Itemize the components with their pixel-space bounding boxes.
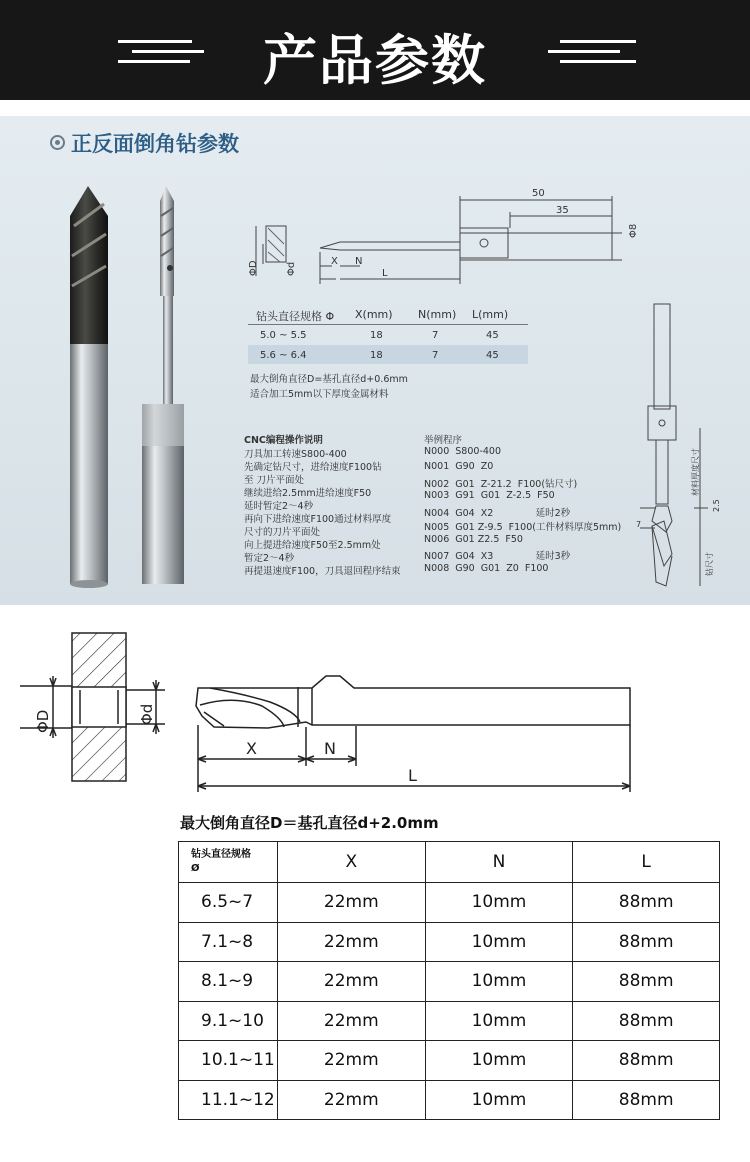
small-table-cell: 5.6 ~ 6.4 [260,350,307,361]
dim-35-label: 35 [556,205,569,216]
cnc-line: 至 刀片平面处 [244,475,305,486]
small-table-cell: 18 [370,350,383,361]
side-dim-7-label: 7 [636,520,642,529]
cell-l: 88mm [573,883,720,923]
program-title: 举例程序 [424,435,463,446]
dim-phi8-label: Φ8 [628,223,639,238]
side-drill-label: 钻尺寸 [705,552,714,576]
section-title: 正反面倒角钻参数 [50,128,239,158]
cell-size: 10.1~11 [179,1041,278,1081]
cnc-line: 暂定2～4秒 [244,553,295,564]
cnc-line: 刀具加工转速S800-400 [244,449,347,460]
small-table-header: N(mm) [418,308,457,321]
small-table-header: 钻头直径规格 Φ [256,310,335,323]
cnc-line: 延时暂定2～4秒 [244,501,314,512]
dim-l-label: L [382,268,388,279]
program-line: N002 G01 Z-21.2 F100(钻尺寸) [424,479,578,490]
program-line: N001 G90 Z0 [424,461,494,472]
drawing-x-label: X [246,739,257,758]
small-table-cell: 45 [486,330,499,341]
dim-x-label: X [331,256,338,267]
table-row [179,1001,720,1041]
cell-n: 10mm [425,962,573,1002]
column-header-l: L [573,842,720,883]
dim-n-label: N [355,256,363,267]
cnc-line: 向上提进给速度F50至2.5mm处 [244,540,381,551]
side-material-label: 材料厚度尺寸 [691,448,700,496]
dim-50-label: 50 [532,188,545,199]
small-table-note: 最大倒角直径D=基孔直径d+0.6mm [250,374,408,385]
cell-size: 7.1~8 [179,922,278,962]
program-line: N008 G90 G01 Z0 F100 [424,563,549,574]
cell-x: 22mm [277,1041,425,1081]
page-title: 产品参数 [263,29,487,92]
cell-l: 88mm [573,1041,720,1081]
cell-n: 10mm [425,1041,573,1081]
small-table-cell: 5.0 ~ 5.5 [260,330,307,341]
cell-l: 88mm [573,922,720,962]
cell-l: 88mm [573,1001,720,1041]
cell-x: 22mm [277,962,425,1002]
cell-x: 22mm [277,922,425,962]
side-dim-25-label: 2.5 [712,499,721,512]
cnc-line: 再向下进给速度F100通过材料厚度 [244,514,392,525]
spec-note: 最大倒角直径D＝基孔直径d+2.0mm [180,814,439,832]
table-row [179,1080,720,1120]
program-line: N000 S800-400 [424,446,502,457]
small-table-header: L(mm) [472,308,509,321]
column-header-size-line1: 钻头直径规格 [191,849,251,860]
cnc-line: 尺寸的刀片平面处 [244,527,321,538]
cnc-line: 先确定钻尺寸，进给速度F100钻 [244,462,382,473]
cell-x: 22mm [277,1080,425,1120]
cell-x: 22mm [277,1001,425,1041]
program-line: N006 G01 Z2.5 F50 [424,534,523,545]
table-row [179,962,720,1002]
small-table-cell: 7 [432,350,439,361]
cell-n: 10mm [425,922,573,962]
column-header-n: N [425,842,573,883]
cell-n: 10mm [425,883,573,923]
dim-phi-d-upper-label: ΦD [248,260,259,276]
table-row [179,922,720,962]
small-table-note: 适合加工5mm以下厚度金属材料 [250,389,389,400]
program-line: N003 G91 G01 Z-2.5 F50 [424,490,555,501]
small-table-cell: 18 [370,330,383,341]
table-header-row [179,842,720,883]
drawing-l-label: L [408,766,417,785]
cell-n: 10mm [425,1080,573,1120]
cell-n: 10mm [425,1001,573,1041]
cell-size: 11.1~12 [179,1080,278,1120]
spec-table [178,841,720,1120]
cell-l: 88mm [573,962,720,1002]
dim-phi-d-lower-label: Φd [286,261,297,276]
small-table-header: X(mm) [355,308,393,321]
drawing-phi-D-label: ΦD [34,709,52,733]
drawing-n-label: N [324,739,336,758]
cell-l: 88mm [573,1080,720,1120]
cnc-line: 再提退速度F100，刀具退回程序结束 [244,566,401,577]
column-header-x: X [277,842,425,883]
small-table-cell: 45 [486,350,499,361]
cell-size: 6.5~7 [179,883,278,923]
table-row [179,1041,720,1081]
program-line: N007 G04 X3 延时3秒 [424,551,571,562]
column-header-size-line2: Ø [191,863,200,874]
program-line: N005 G01 Z-9.5 F100(工件材料厚度5mm) [424,522,622,533]
program-line: N004 G04 X2 延时2秒 [424,508,571,519]
cnc-title: CNC编程操作说明 [244,435,323,446]
cnc-line: 继续进给2.5mm进给速度F50 [244,488,372,499]
drawing-phi-d-label: Φd [138,703,156,725]
cell-size: 9.1~10 [179,1001,278,1041]
small-table-cell: 7 [432,330,439,341]
column-header-size [179,842,278,883]
cell-size: 8.1~9 [179,962,278,1002]
cell-x: 22mm [277,883,425,923]
table-row [179,883,720,923]
